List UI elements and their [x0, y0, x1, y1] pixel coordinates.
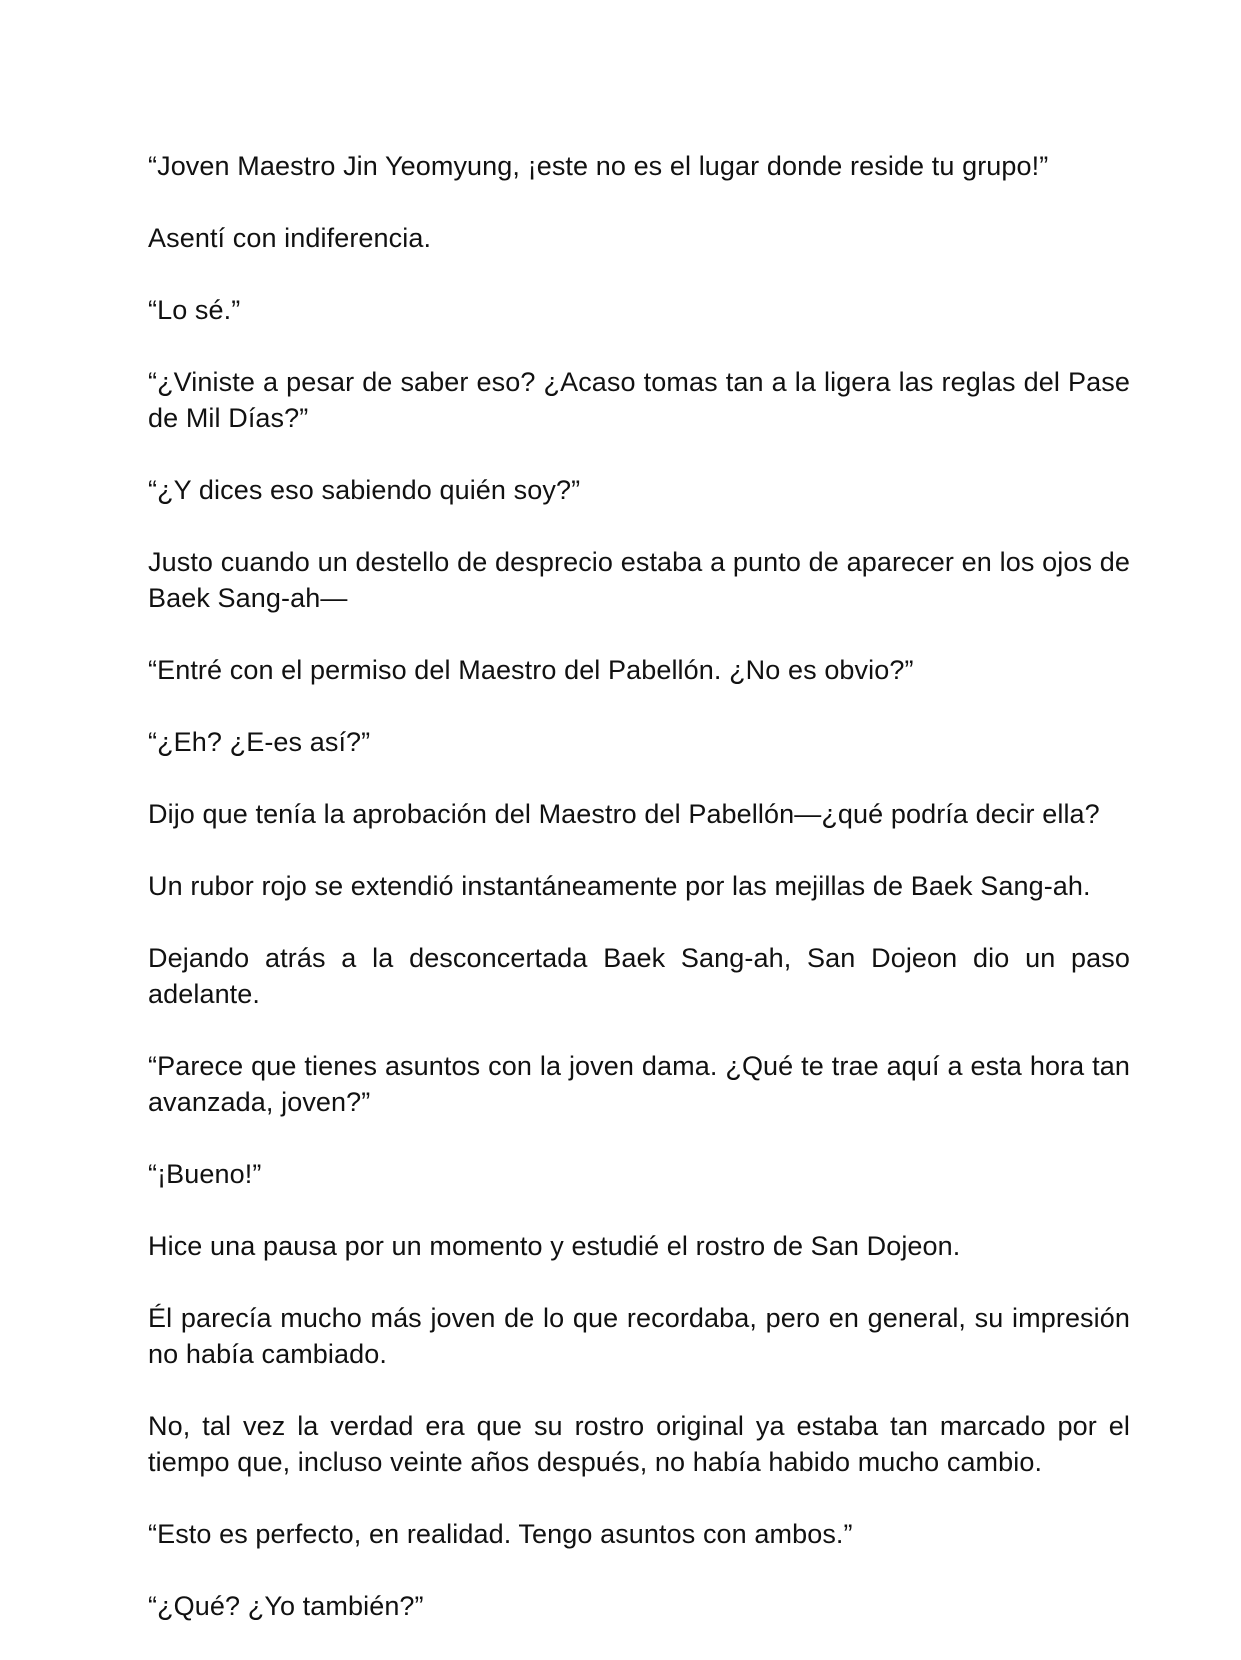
- paragraph: Justo cuando un destello de desprecio estaba a punto de aparecer en los ojos de Baek Sang-ah—: [148, 547, 1130, 613]
- paragraph: Asentí con indiferencia.: [148, 223, 432, 253]
- paragraph: No, tal vez la verdad era que su rostro original ya estaba tan marcado por el tiempo que, incluso veinte años después, no había habido mucho cambio.: [148, 1411, 1130, 1477]
- paragraph: Dijo que tenía la aprobación del Maestro del Pabellón—¿qué podría decir ella?: [148, 799, 1100, 829]
- document-page: [148, 148, 1130, 1660]
- paragraph: Dejando atrás a la desconcertada Baek Sang-ah, San Dojeon dio un paso adelante.: [148, 943, 1130, 1009]
- paragraph: Hice una pausa por un momento y estudié el rostro de San Dojeon.: [148, 1231, 961, 1261]
- paragraph: “Parece que tienes asuntos con la joven dama. ¿Qué te trae aquí a esta hora tan avanzada, joven?”: [148, 1051, 1130, 1117]
- paragraph: “¡Bueno!”: [148, 1159, 262, 1189]
- paragraph: “Entré con el permiso del Maestro del Pabellón. ¿No es obvio?”: [148, 655, 914, 685]
- paragraph: “¿Viniste a pesar de saber eso? ¿Acaso tomas tan a la ligera las reglas del Pase de Mil Días?”: [148, 367, 1130, 433]
- paragraph: “Lo sé.”: [148, 295, 241, 325]
- paragraph: “Joven Maestro Jin Yeomyung, ¡este no es el lugar donde reside tu grupo!”: [148, 151, 1049, 181]
- paragraph: “¿Y dices eso sabiendo quién soy?”: [148, 475, 581, 505]
- paragraph: Un rubor rojo se extendió instantáneamente por las mejillas de Baek Sang-ah.: [148, 871, 1091, 901]
- paragraph: Él parecía mucho más joven de lo que recordaba, pero en general, su impresión no había cambiado.: [148, 1303, 1130, 1369]
- paragraph: “¿Qué? ¿Yo también?”: [148, 1591, 424, 1621]
- paragraph: “¿Eh? ¿E-es así?”: [148, 727, 371, 757]
- paragraph: “Esto es perfecto, en realidad. Tengo asuntos con ambos.”: [148, 1519, 853, 1549]
